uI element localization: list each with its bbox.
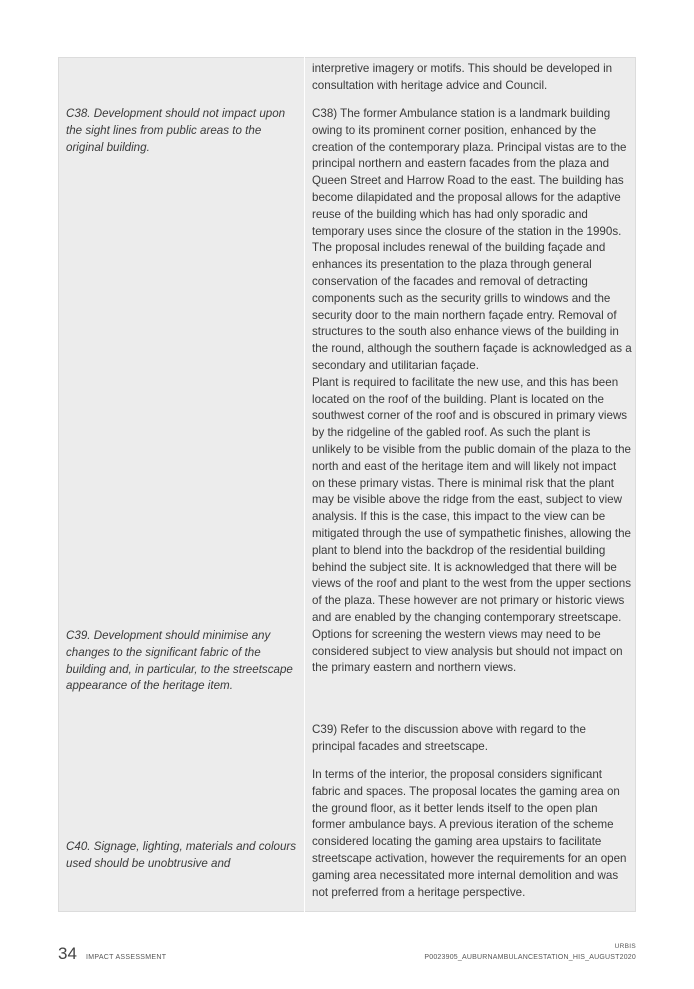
control-c39: C39. Development should minimise any changes to the significant fabric of the building and, in particular, to the streetscape appearance of the heritage item. xyxy=(66,629,293,693)
response-c39: C39) Refer to the discussion above with regard to the principal facades and streetscape. xyxy=(312,723,586,753)
control-c38: C38. Development should not impact upon the sight lines from public areas to the original building. xyxy=(66,107,286,154)
control-c40: C40. Signage, lighting, materials and colours used should be unobtrusive and xyxy=(66,840,297,870)
page-number: 34 xyxy=(58,944,77,963)
response-interior: In terms of the interior, the proposal considers significant fabric and spaces. The proposal locates the gaming area on the ground floor, as it better lends itself to the open plan former ambulance bays. A previous iteration of the scheme considered locating the gaming area upstairs to facilitate streetscape activation, however the requirements for an open gaming area necessitated more internal demolition and was not preferred from a heritage perspective. xyxy=(312,768,627,899)
column-divider xyxy=(304,57,305,912)
document-reference: P0023905_AUBURNAMBULANCESTATION_HIS_AUGUST2020 xyxy=(424,954,636,961)
brand-name: URBIS xyxy=(614,943,636,950)
section-title: IMPACT ASSESSMENT xyxy=(86,954,167,961)
response-c38: C38) The former Ambulance station is a landmark building owing to its prominent corner position, enhanced by the creation of the contemporary plaza. Principal vistas are to the principal northern and eastern facades from the plaza and Queen Street and Harrow Road to the east. The building has become dilapidated and the proposal allows for the adaptive reuse of the building which has had only sporadic and temporary uses since the closure of the station in the 1990s. The proposal includes renewal of the building façade and enhances its presentation to the plaza through general conservation of the facades and removal of detracting components such as the security grills to windows and the security door to the main northern façade entry. Removal of structures to the south also enhance views of the building in the round, although the southern façade is acknowledged as a secondary and utilitarian façade. Plant is required to facilitate the new use, and this has been located on the roof of the building. Plant is located on the southwest corner of the roof and is obscured in primary views by the ridgeline of the gabled roof. As such the plant is unlikely to be visible from the public domain of the plaza to the north and east of the heritage item and will likely not impact on these primary vistas. There is minimal risk that the plant may be visible above the ridge from the east, subject to view analysis. If this is the case, this impact to the view can be mitigated through the use of sympathetic finishes, allowing the plant to blend into the backdrop of the residential building behind the subject site. It is acknowledged that there will be views of the roof and plant to the west from the upper sections of the plaza. These however are not primary or historic views and are enabled by the changing contemporary streetscape. Options for screening the western views may need to be considered subject to view analysis but should not impact on the primary eastern and northern views. xyxy=(312,107,632,675)
response-continued: interpretive imagery or motifs. This should be developed in consultation with heritage advice and Council. xyxy=(312,62,613,92)
